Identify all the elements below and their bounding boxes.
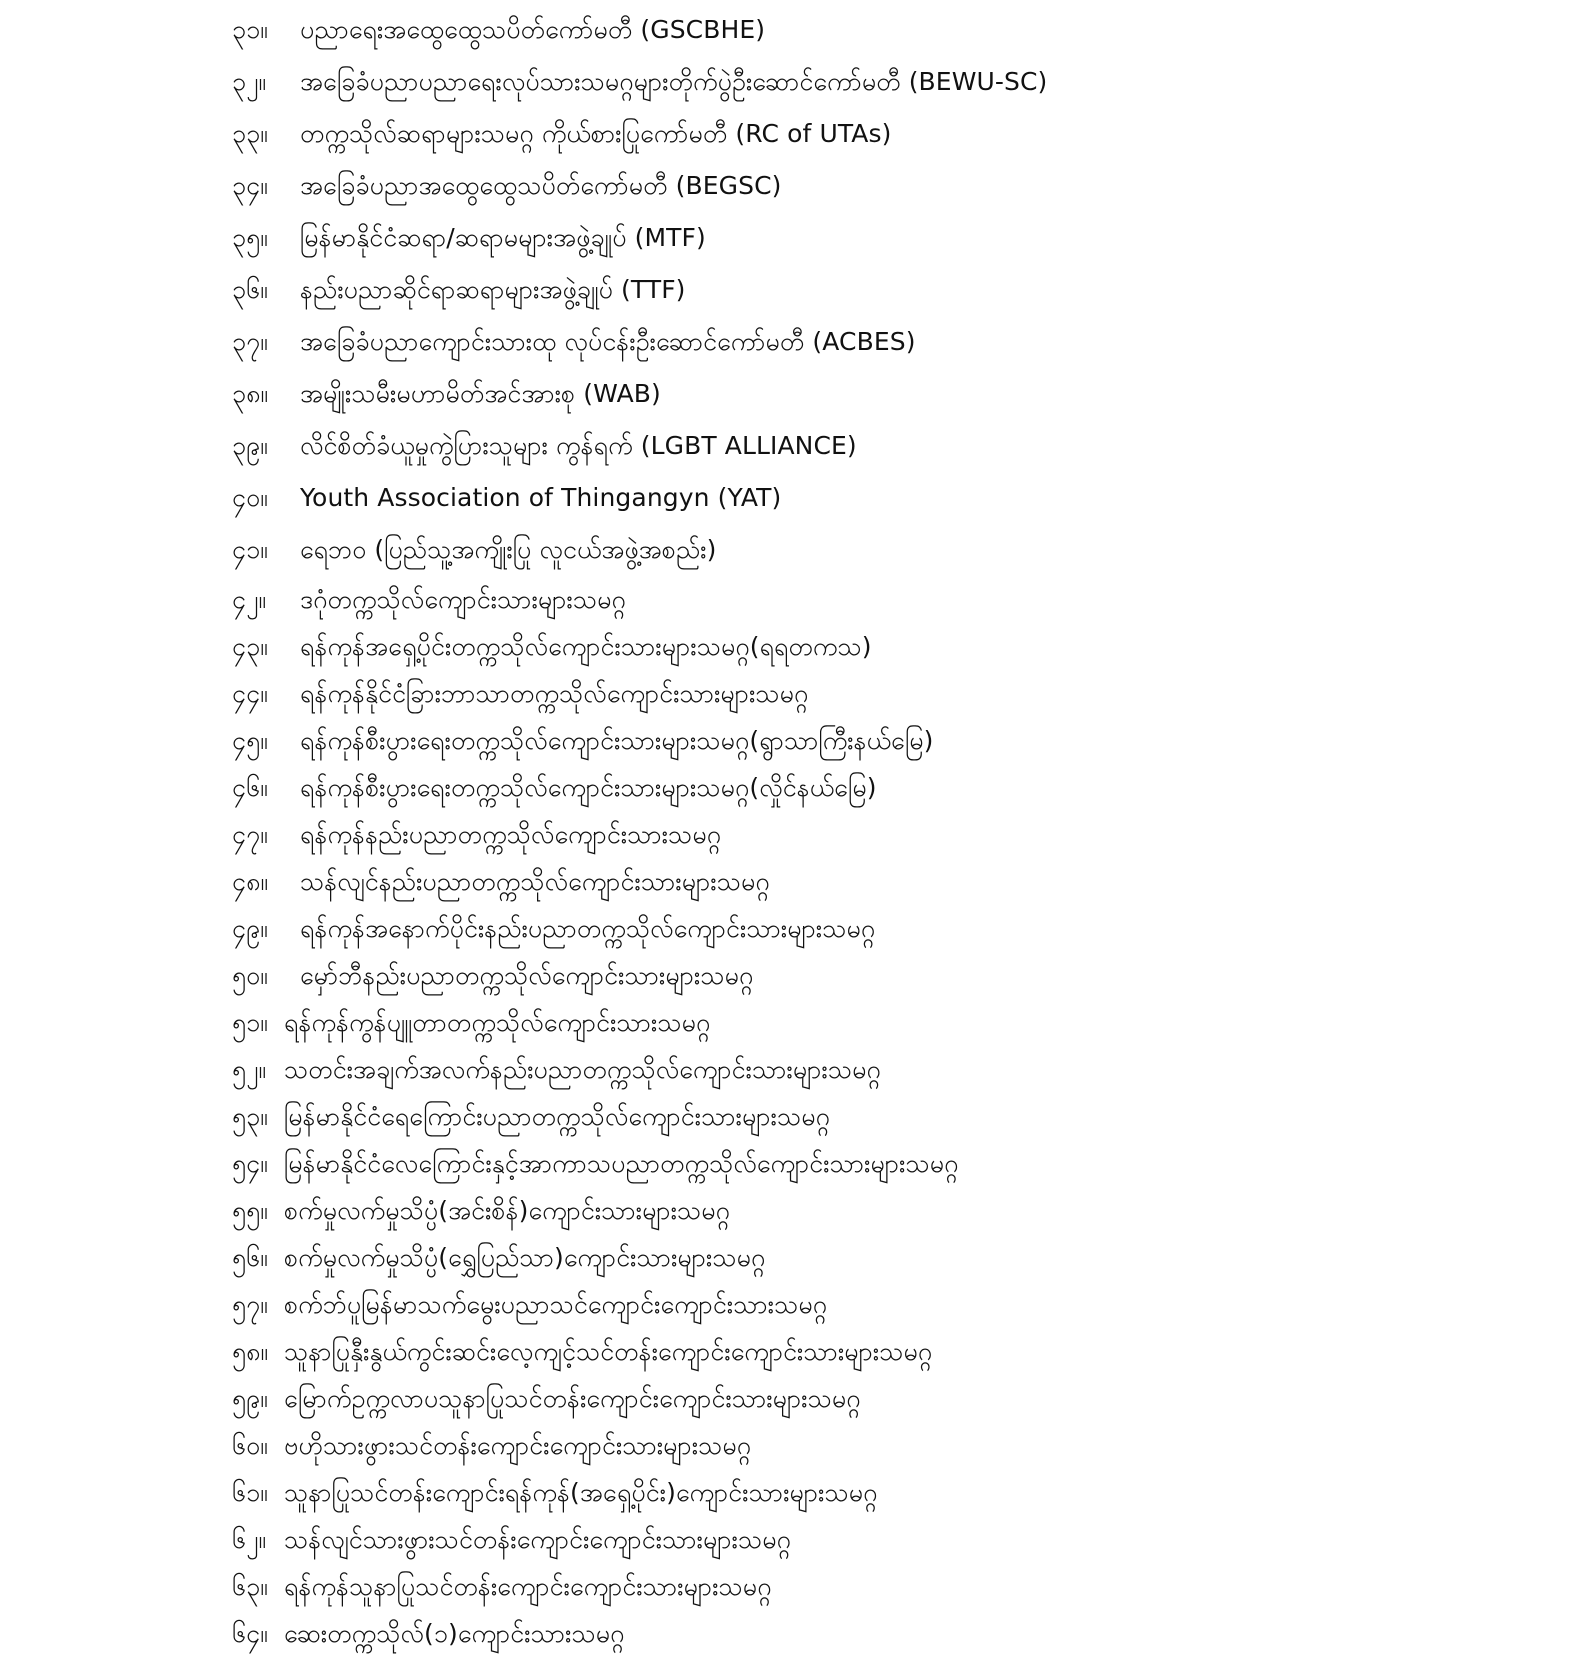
item-text: သူနာပြုနှီးနွယ်ကွင်းဆင်းလေ့ကျင့်သင်တန်းကျောင်းကျောင်းသားများသမဂ္ဂ (284, 1336, 933, 1366)
item-number: ၄၃။ (232, 631, 268, 661)
item-number: ၄၂။ (232, 584, 266, 614)
item-text: ရန်ကုန်စီးပွားရေးတက္ကသိုလ်ကျောင်းသားများသမဂ္ဂ(ရွာသာကြီးနယ်မြေ) (300, 725, 934, 755)
item-text: ဒဂုံတက္ကသိုလ်ကျောင်းသားများသမဂ္ဂ (300, 584, 626, 614)
item-text: ဆေးတက္ကသိုလ်(၁)ကျောင်းသားသမဂ္ဂ (284, 1618, 625, 1648)
item-number: ၅၃။ (232, 1101, 268, 1131)
item-number: ၅၀။ (232, 960, 268, 990)
list-item (232, 1046, 1552, 1093)
item-number: ၅၅။ (232, 1195, 268, 1225)
item-number: ၅၈။ (232, 1336, 268, 1366)
item-number: ၄၇။ (232, 819, 268, 849)
list-item (232, 717, 1552, 764)
item-number: ၃၆။ (232, 275, 268, 304)
item-text: တက္ကသိုလ်ဆရာများသမဂ္ဂ ကိုယ်စားပြုကော်မတီ (RC of UTAs) (300, 119, 892, 148)
item-text: အခြေခံပညာအထွေထွေသပိတ်ကော်မတီ (BEGSC) (300, 171, 782, 200)
list-item (232, 670, 1552, 717)
item-number: ၃၂။ (232, 67, 266, 96)
item-text: မြောက်ဥက္ကလာပသူနာပြုသင်တန်းကျောင်းကျောင်းသားများသမဂ္ဂ (284, 1383, 861, 1413)
item-text: မြန်မာနိုင်ငံရေကြောင်းပညာတက္ကသိုလ်ကျောင်းသားများသမဂ္ဂ (284, 1101, 830, 1131)
list-item (232, 952, 1552, 999)
list-item (232, 1610, 1552, 1657)
list-item (232, 764, 1552, 811)
item-text: မှော်ဘီနည်းပညာတက္ကသိုလ်ကျောင်းသားများသမဂ္ဂ (300, 960, 754, 990)
item-number: ၄၆။ (232, 772, 268, 802)
item-text: အခြေခံပညာပညာရေးလုပ်သားသမဂ္ဂများတိုက်ပွဲဦးဆောင်ကော်မတီ (BEWU-SC) (300, 67, 1048, 96)
list-item (232, 1328, 1552, 1375)
item-text: ရန်ကုန်အနောက်ပိုင်းနည်းပညာတက္ကသိုလ်ကျောင်းသားများသမဂ္ဂ (300, 913, 876, 943)
list-item (232, 472, 1552, 524)
list-item (232, 1281, 1552, 1328)
item-text: သန်လျင်သားဖွားသင်တန်းကျောင်းကျောင်းသားများသမဂ္ဂ (284, 1524, 792, 1554)
item-number: ၃၉။ (232, 431, 268, 460)
item-number: ၄၁။ (232, 535, 268, 564)
list-item (232, 905, 1552, 952)
list-item (232, 623, 1552, 670)
item-number: ၅၄။ (232, 1148, 268, 1178)
list-item (232, 1187, 1552, 1234)
list-item (232, 1140, 1552, 1187)
item-number: ၆၃။ (232, 1571, 268, 1601)
list-item (232, 811, 1552, 858)
item-text: Youth Association of Thingangyn (YAT) (300, 483, 782, 512)
item-number: ၄၈။ (232, 866, 268, 896)
item-number: ၄၀။ (232, 483, 268, 512)
item-text: လိင်စိတ်ခံယူမှုကွဲပြားသူများ ကွန်ရက် (LGBT ALLIANCE) (300, 431, 857, 460)
item-text: စက်မှုလက်မှုသိပ္ပံ(အင်းစိန်)ကျောင်းသားများသမဂ္ဂ (284, 1195, 731, 1225)
item-number: ၆၁။ (232, 1477, 268, 1507)
item-text: အမျိုးသမီးမဟာမိတ်အင်အားစု (WAB) (300, 379, 661, 408)
item-text: နည်းပညာဆိုင်ရာဆရာများအဖွဲ့ချုပ် (TTF) (300, 275, 686, 304)
item-text: ရန်ကုန်အရှေ့ပိုင်းတက္ကသိုလ်ကျောင်းသားများသမဂ္ဂ(ရရတကသ) (300, 631, 872, 661)
item-text: မြန်မာနိုင်ငံဆရာ/ဆရာမများအဖွဲ့ချုပ် (MTF) (300, 223, 706, 252)
item-text: သတင်းအချက်အလက်နည်းပညာတက္ကသိုလ်ကျောင်းသားများသမဂ္ဂ (284, 1054, 881, 1084)
item-number: ၃၁။ (232, 15, 268, 44)
list-item (232, 316, 1552, 368)
item-number: ၄၅။ (232, 725, 268, 755)
item-number: ၃၇။ (232, 327, 268, 356)
item-number: ၃၃။ (232, 119, 268, 148)
item-text: ရန်ကုန်နည်းပညာတက္ကသိုလ်ကျောင်းသားသမဂ္ဂ (300, 819, 722, 849)
item-number: ၅၇။ (232, 1289, 268, 1319)
list-item (232, 1422, 1552, 1469)
list-group-c (232, 999, 1552, 1657)
list-item (232, 4, 1552, 56)
item-text: သူနာပြုသင်တန်းကျောင်းရန်ကုန်(အရှေ့ပိုင်း)ကျောင်းသားများသမဂ္ဂ (284, 1477, 878, 1507)
item-number: ၃၈။ (232, 379, 268, 408)
item-number: ၆၂။ (232, 1524, 266, 1554)
item-number: ၆၀။ (232, 1430, 268, 1460)
item-number: ၃၄။ (232, 171, 268, 200)
list-item (232, 999, 1552, 1046)
list-item (232, 264, 1552, 316)
item-number: ၄၉။ (232, 913, 268, 943)
item-number: ၄၄။ (232, 678, 268, 708)
item-number: ၃၅။ (232, 223, 268, 252)
list-item (232, 1469, 1552, 1516)
list-group-b (232, 576, 1552, 999)
item-number: ၅၆။ (232, 1242, 268, 1272)
list-item (232, 1375, 1552, 1422)
item-text: စက်ဘ်ပူမြန်မာသက်မွေးပညာသင်ကျောင်းကျောင်းသားသမဂ္ဂ (284, 1289, 828, 1319)
list-item (232, 1563, 1552, 1610)
item-text: ရန်ကုန်စီးပွားရေးတက္ကသိုလ်ကျောင်းသားများသမဂ္ဂ(လှိုင်နယ်မြေ) (300, 772, 877, 802)
item-text: ရေဘဝ (ပြည်သူ့အကျိုးပြု လူငယ်အဖွဲ့အစည်း) (300, 535, 717, 564)
item-text: မြန်မာနိုင်ငံလေကြောင်းနှင့်အာကာသပညာတက္ကသိုလ်ကျောင်းသားများသမဂ္ဂ (284, 1148, 959, 1178)
list-item (232, 1234, 1552, 1281)
list-item (232, 858, 1552, 905)
item-text: ပညာရေးအထွေထွေသပိတ်ကော်မတီ (GSCBHE) (300, 15, 766, 44)
list-item (232, 420, 1552, 472)
list-item (232, 576, 1552, 623)
item-text: ရန်ကုန်နိုင်ငံခြားဘာသာတက္ကသိုလ်ကျောင်းသားများသမဂ္ဂ (300, 678, 809, 708)
item-text: စက်မှုလက်မှုသိပ္ပံ(ရွှေပြည်သာ)ကျောင်းသားများသမဂ္ဂ (284, 1242, 766, 1272)
item-number: ၅၉။ (232, 1383, 268, 1413)
item-text: ရန်ကုန်သူနာပြုသင်တန်းကျောင်းကျောင်းသားများသမဂ္ဂ (284, 1571, 772, 1601)
list-group-a (232, 4, 1552, 576)
item-number: ၅၁။ (232, 1007, 268, 1037)
list-item (232, 212, 1552, 264)
list-item (232, 524, 1552, 576)
list-item (232, 368, 1552, 420)
list-item (232, 160, 1552, 212)
item-number: ၅၂။ (232, 1054, 266, 1084)
item-text: သန်လျင်နည်းပညာတက္ကသိုလ်ကျောင်းသားများသမဂ္ဂ (300, 866, 770, 896)
item-text: ဗဟိုသားဖွားသင်တန်းကျောင်းကျောင်းသားများသမဂ္ဂ (284, 1430, 752, 1460)
item-text: အခြေခံပညာကျောင်းသားထု လုပ်ငန်းဦးဆောင်ကော်မတီ (ACBES) (300, 327, 916, 356)
list-item (232, 108, 1552, 160)
list-item (232, 1093, 1552, 1140)
item-number: ၆၄။ (232, 1618, 268, 1648)
item-text: ရန်ကုန်ကွန်ပျူတာတက္ကသိုလ်ကျောင်းသားသမဂ္ဂ (284, 1007, 711, 1037)
list-item (232, 56, 1552, 108)
list-item (232, 1516, 1552, 1563)
organization-list (232, 4, 1552, 1657)
